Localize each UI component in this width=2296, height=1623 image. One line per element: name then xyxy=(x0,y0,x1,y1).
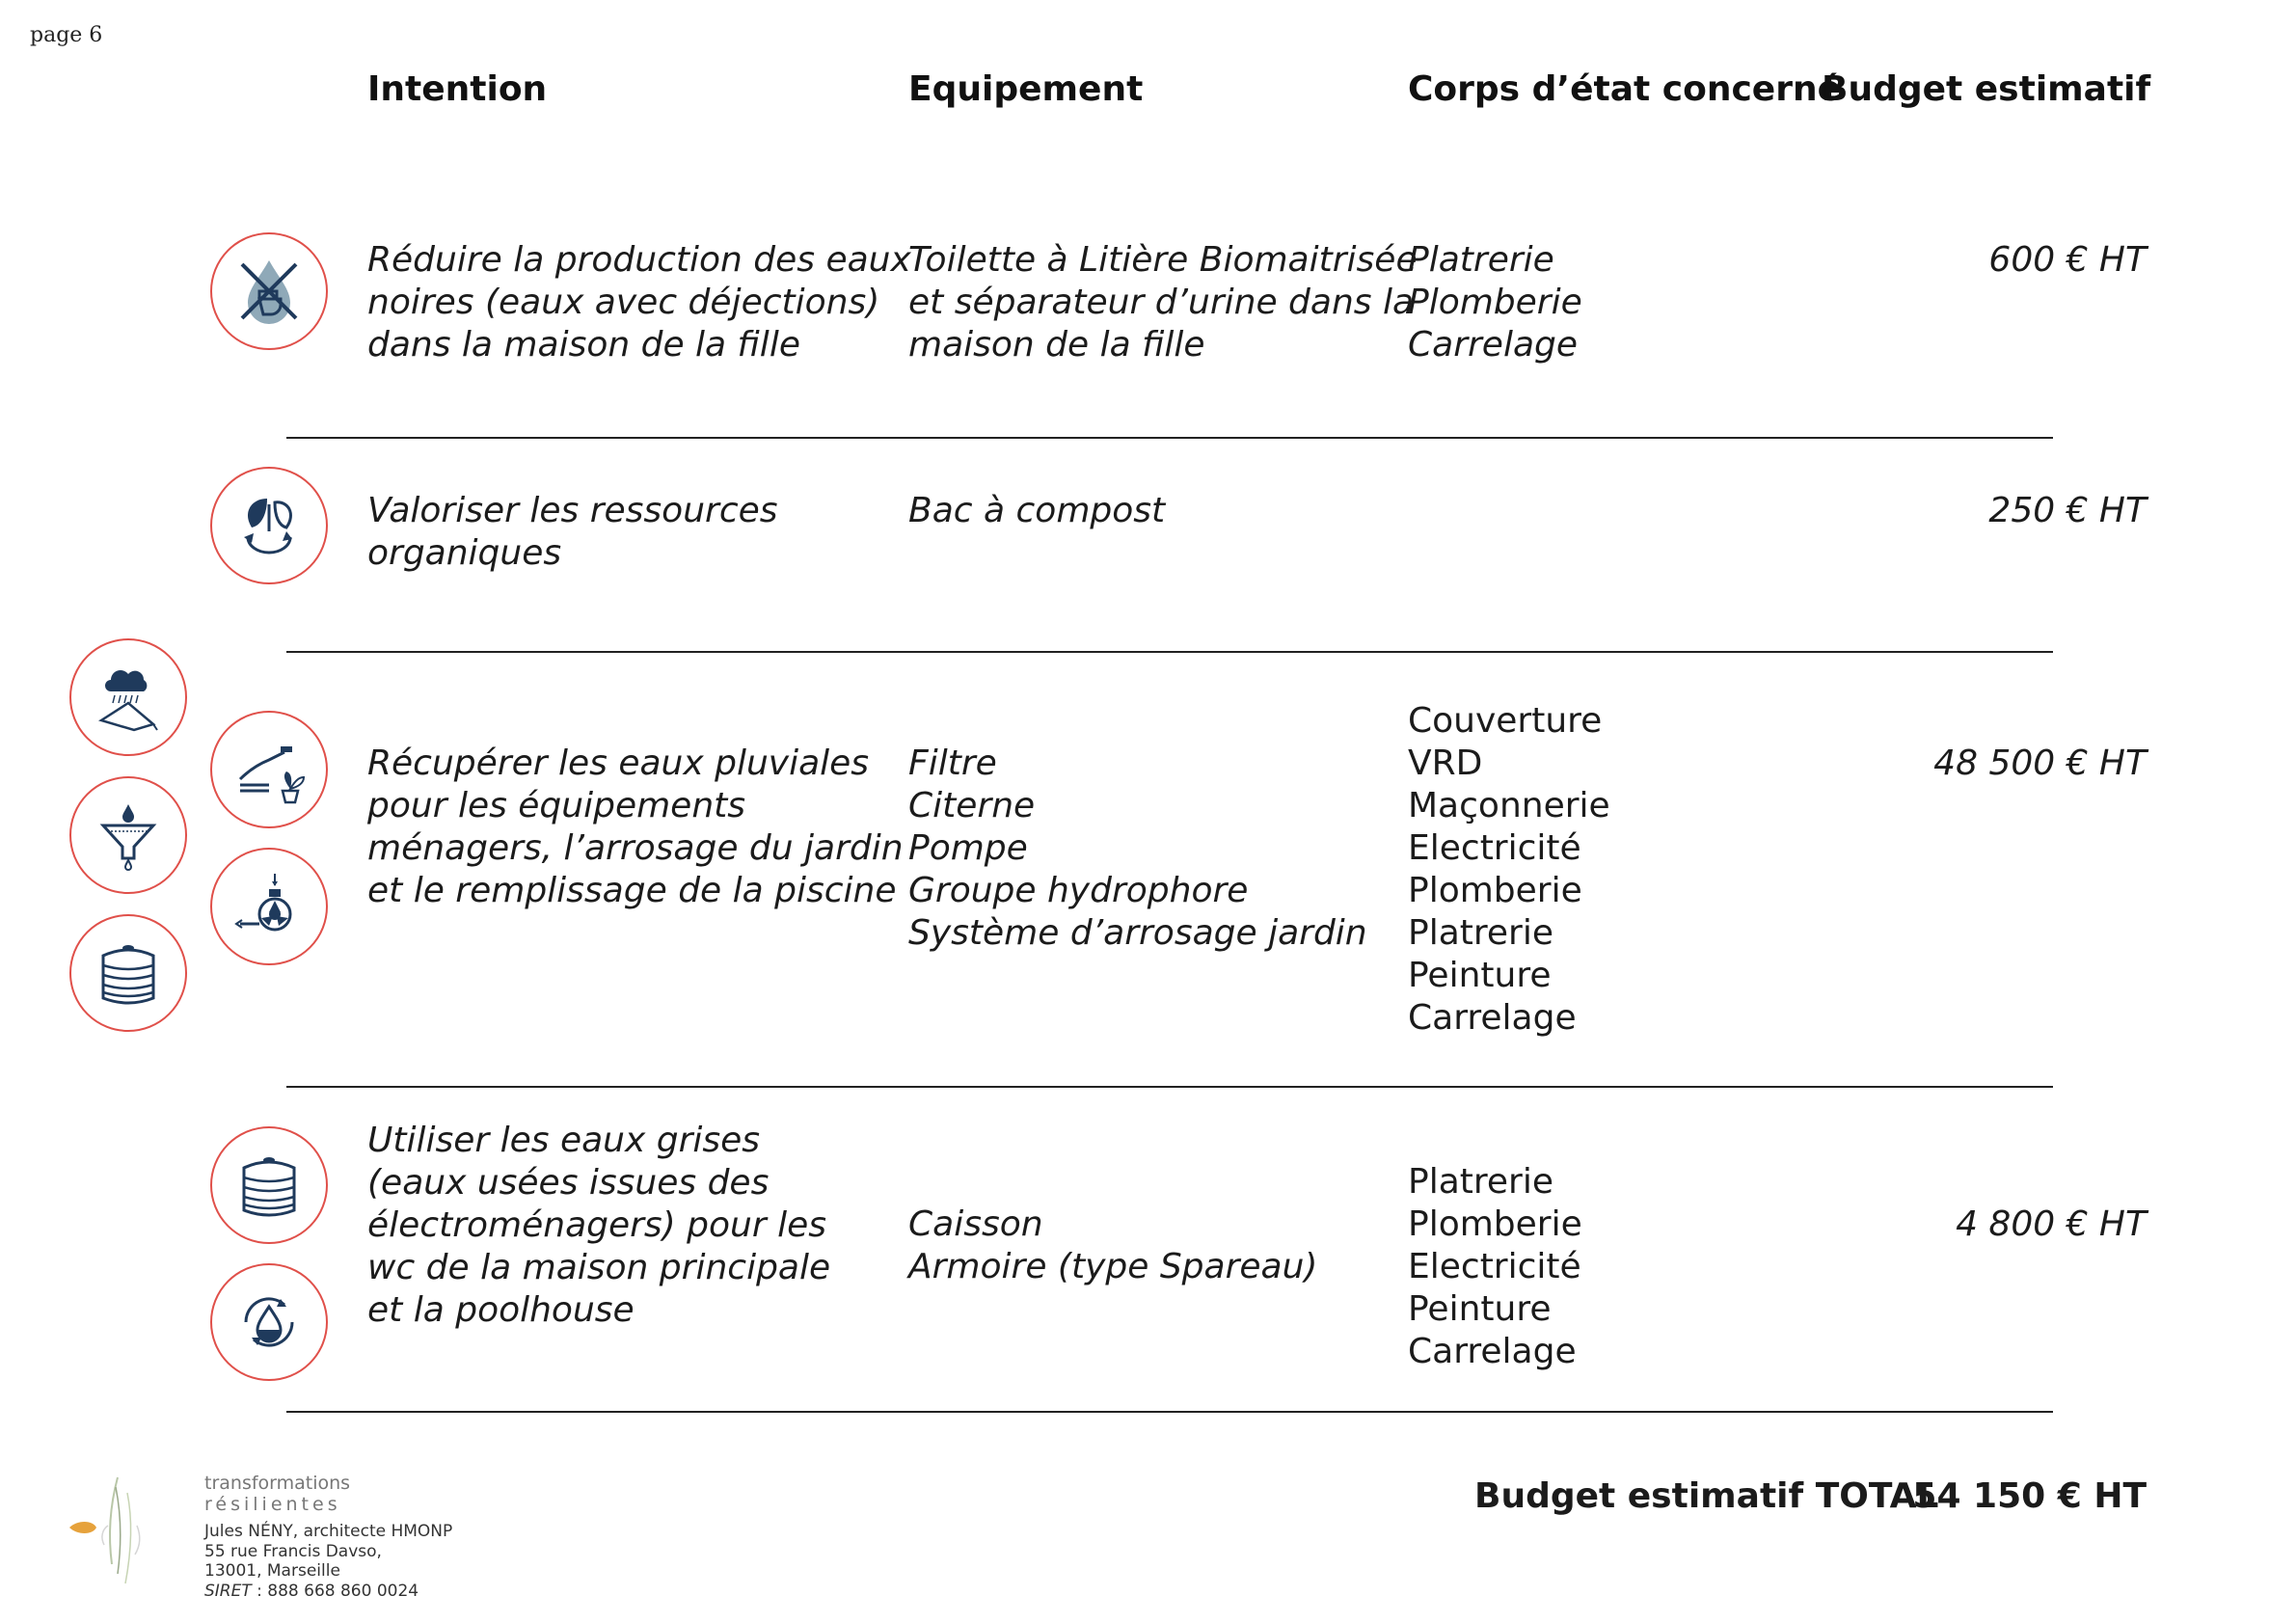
address-city: 13001, Marseille xyxy=(204,1561,340,1581)
text-line: Groupe hydrophore xyxy=(908,871,1249,910)
footer-logo xyxy=(58,1468,453,1603)
brand-line2: résilientes xyxy=(204,1494,341,1515)
text-line: Carrelage xyxy=(1408,1332,1577,1371)
text-line: noires (eaux avec déjections) xyxy=(367,283,880,322)
row1-intention xyxy=(367,239,911,366)
row-divider xyxy=(286,437,2053,439)
text-line: Platrerie xyxy=(1408,240,1554,280)
text-line: Electricité xyxy=(1408,1247,1581,1286)
row2-budget: 250 € HT xyxy=(1988,491,2147,530)
architect-line: Jules NÉNY, architecte HMONP xyxy=(204,1522,453,1541)
row2-intention xyxy=(367,490,778,575)
siret-value: : 888 668 860 0024 xyxy=(257,1582,419,1601)
row3-corps xyxy=(1408,700,1610,1040)
header-budget: Budget estimatif xyxy=(1822,69,2151,109)
text-line: Plomberie xyxy=(1408,283,1582,322)
siret-label: SIRET xyxy=(204,1582,252,1601)
water-tank-icon xyxy=(69,914,187,1032)
row4-equipement xyxy=(908,1204,1317,1288)
text-line: Plomberie xyxy=(1408,1204,1582,1244)
page-number: page 6 xyxy=(30,23,103,47)
header-intention: Intention xyxy=(367,69,548,109)
row1-corps xyxy=(1408,239,1582,366)
rain-roof-icon xyxy=(69,638,187,756)
text-line: Armoire (type Spareau) xyxy=(908,1247,1318,1286)
text-line: Caisson xyxy=(908,1204,1043,1244)
text-line: et le remplissage de la piscine xyxy=(367,871,897,910)
text-line: (eaux usées issues des xyxy=(367,1163,770,1203)
row3-budget: 48 500 € HT xyxy=(1933,744,2147,783)
text-line: et la poolhouse xyxy=(367,1290,635,1330)
text-line: Peinture xyxy=(1408,956,1552,995)
text-line: Valoriser les ressources xyxy=(367,491,778,530)
text-line: Réduire la production des eaux xyxy=(367,240,911,280)
total-label: Budget estimatif TOTAL xyxy=(1474,1476,1939,1516)
greywater-tank-icon xyxy=(210,1126,328,1244)
text-line: organiques xyxy=(367,533,562,573)
text-line: et séparateur d’urine dans la xyxy=(908,283,1415,322)
text-line: Peinture xyxy=(1408,1289,1552,1329)
siret-line xyxy=(204,1582,419,1601)
total-value: 54 150 € HT xyxy=(1912,1476,2147,1516)
garden-hose-icon xyxy=(210,711,328,828)
text-line: Plomberie xyxy=(1408,871,1582,910)
row4-intention xyxy=(367,1120,830,1332)
text-line: Pompe xyxy=(908,828,1028,868)
address-street: 55 rue Francis Davso, xyxy=(204,1542,382,1561)
row-divider xyxy=(286,651,2053,653)
text-line: dans la maison de la fille xyxy=(367,325,800,365)
row3-equipement xyxy=(908,743,1367,955)
text-line: Bac à compost xyxy=(908,491,1166,530)
text-line: pour les équipements xyxy=(367,786,746,825)
row4-corps xyxy=(1408,1161,1582,1373)
text-line: Filtre xyxy=(908,744,997,783)
compost-leaves-recycle-icon xyxy=(210,467,328,584)
filter-funnel-icon xyxy=(69,776,187,894)
water-recycle-icon xyxy=(210,1263,328,1381)
text-line: Récupérer les eaux pluviales xyxy=(367,744,870,783)
text-line: Maçonnerie xyxy=(1408,786,1610,825)
no-blackwater-toilet-icon xyxy=(210,232,328,350)
text-line: Carrelage xyxy=(1408,998,1577,1038)
text-line: électroménagers) pour les xyxy=(367,1205,827,1245)
logo-plant-mark-icon xyxy=(58,1468,203,1603)
text-line: Citerne xyxy=(908,786,1036,825)
text-line: VRD xyxy=(1408,744,1483,783)
text-line: Platrerie xyxy=(1408,1162,1553,1202)
header-equipement: Equipement xyxy=(908,69,1144,109)
row-divider xyxy=(286,1411,2053,1413)
text-line: Système d’arrosage jardin xyxy=(908,913,1367,953)
brand-line1: transformations xyxy=(204,1473,351,1494)
text-line: Couverture xyxy=(1408,701,1603,741)
row2-equipement xyxy=(908,490,1165,532)
row-divider xyxy=(286,1086,2053,1088)
header-corps-etat: Corps d’état concerné xyxy=(1408,69,1841,109)
text-line: wc de la maison principale xyxy=(367,1248,831,1287)
text-line: maison de la fille xyxy=(908,325,1205,365)
row3-intention xyxy=(367,743,904,912)
text-line: Carrelage xyxy=(1408,325,1579,365)
text-line: Platrerie xyxy=(1408,913,1553,953)
text-line: Toilette à Litière Biomaitrisée xyxy=(908,240,1418,280)
pump-icon xyxy=(210,848,328,965)
text-line: Utiliser les eaux grises xyxy=(367,1121,761,1160)
row1-budget: 600 € HT xyxy=(1988,240,2147,280)
text-line: ménagers, l’arrosage du jardin xyxy=(367,828,904,868)
text-line: Electricité xyxy=(1408,828,1581,868)
row1-equipement xyxy=(908,239,1418,366)
row4-budget: 4 800 € HT xyxy=(1956,1204,2147,1244)
